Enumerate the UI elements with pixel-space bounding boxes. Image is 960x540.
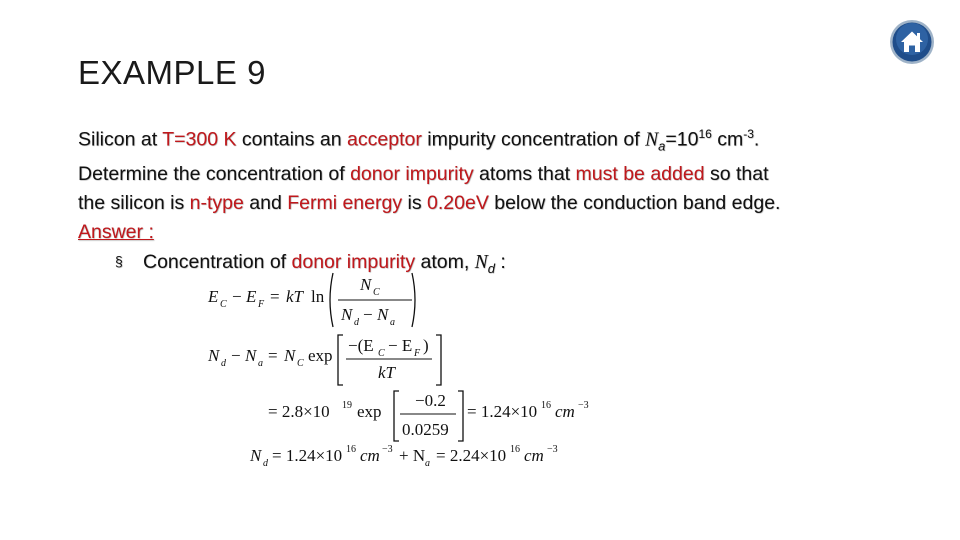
eq3-coef: = 2.8×10 <box>268 402 330 421</box>
eq4-lhs: N <box>250 446 262 465</box>
eq2-eq: = <box>268 346 278 365</box>
eq4-val-exp: 16 <box>346 444 356 455</box>
eq3-den: 0.0259 <box>402 420 449 439</box>
eq1-kt: kT <box>286 287 303 306</box>
eq1-lhs-sub: C <box>220 299 227 310</box>
eq3-result: = 1.24×10 <box>467 402 538 421</box>
eq4-result-exp: 16 <box>510 444 520 455</box>
home-icon <box>889 19 935 65</box>
eq2-num-sub2: F <box>414 348 421 359</box>
bullet-icon: § <box>115 253 123 270</box>
text: Concentration of <box>143 251 292 274</box>
answer-line <box>78 218 908 247</box>
eq1-den-b-sub: a <box>390 317 395 328</box>
added-term: must be added <box>575 163 705 186</box>
text: the silicon is <box>78 192 190 215</box>
eq1-den-minus: − <box>363 305 373 324</box>
nd-symbol: N <box>474 252 488 274</box>
eq2-minus: − <box>231 346 241 365</box>
text: atom, <box>415 251 475 274</box>
eq4-unit: cm <box>360 446 380 465</box>
na-sub: a <box>658 138 666 154</box>
unit: cm <box>711 128 744 151</box>
text: . <box>753 128 760 151</box>
temperature: T=300 K <box>162 128 237 151</box>
eq4-unit-exp: −3 <box>382 444 393 455</box>
na-value: =10 <box>665 128 699 151</box>
eq2-num: −(E <box>348 336 374 355</box>
eq1-ef: E <box>246 287 257 306</box>
answer-label: Answer : <box>78 221 154 244</box>
eq1-ln: ln <box>311 287 325 306</box>
acceptor-term: acceptor <box>347 128 422 151</box>
eq3-coef-exp: 19 <box>342 400 352 411</box>
eq2-num-end: ) <box>423 336 429 355</box>
equations-block <box>200 265 620 470</box>
na-symbol: N <box>645 129 659 151</box>
eq3-unit-exp: −3 <box>578 400 589 411</box>
home-button[interactable] <box>889 19 935 65</box>
unit-exp: -3 <box>743 127 754 141</box>
text: Silicon at <box>78 128 163 151</box>
eq2-exp: exp <box>308 346 333 365</box>
eq1-eq: = <box>270 287 280 306</box>
energy-value: 0.20eV <box>427 192 489 215</box>
text: contains an <box>236 128 348 151</box>
equation-2 <box>207 335 441 385</box>
equation-4 <box>249 444 558 469</box>
fermi-term: Fermi energy <box>287 192 403 215</box>
page-title: EXAMPLE 9 <box>78 54 266 91</box>
eq2-den: kT <box>378 363 395 382</box>
equations-svg <box>200 265 620 470</box>
eq2-lhs-b-sub: a <box>258 358 263 369</box>
eq1-num-sub: C <box>373 287 380 298</box>
donor-term: donor impurity <box>350 163 474 186</box>
eq1-den-a: N <box>341 305 353 324</box>
eq2-num-mid: − E <box>388 336 413 355</box>
eq4-plus-sub: a <box>425 458 430 469</box>
eq4-lhs-sub: d <box>263 458 268 469</box>
nd-sub: d <box>487 261 495 277</box>
eq2-lhs-a: N <box>208 346 220 365</box>
donor-term: donor impurity <box>291 251 416 274</box>
eq1-num: N <box>360 275 372 294</box>
na-exp: 16 <box>698 127 712 141</box>
eq4-unit2-exp: −3 <box>547 444 558 455</box>
eq4-unit2: cm <box>524 446 544 465</box>
eq4-plus: + N <box>399 446 426 465</box>
text: impurity concentration of <box>421 128 646 151</box>
eq3-unit: cm <box>555 402 575 421</box>
equation-1 <box>207 273 415 328</box>
eq2-rhs-n-sub: C <box>297 358 304 369</box>
eq3-exp: exp <box>357 402 382 421</box>
eq4-val: = 1.24×10 <box>272 446 343 465</box>
text: so that <box>704 163 769 186</box>
eq2-lhs-b: N <box>245 346 257 365</box>
eq1-den-a-sub: d <box>354 317 359 328</box>
problem-line-2 <box>78 160 908 189</box>
problem-statement <box>78 120 908 283</box>
eq1-minus: − <box>232 287 242 306</box>
equation-3 <box>268 391 589 441</box>
n-type-term: n-type <box>189 192 244 215</box>
text: and <box>243 192 288 215</box>
text: : <box>494 251 506 274</box>
eq2-num-sub1: C <box>378 348 385 359</box>
eq1-ef-sub: F <box>258 299 265 310</box>
problem-line-1 <box>78 120 908 160</box>
text: atoms that <box>473 163 576 186</box>
eq3-result-exp: 16 <box>541 400 551 411</box>
eq4-result: = 2.24×10 <box>436 446 507 465</box>
eq1-den-b: N <box>377 305 389 324</box>
problem-line-3 <box>78 189 908 218</box>
eq1-lhs: E <box>208 287 219 306</box>
eq2-lhs-a-sub: d <box>221 358 226 369</box>
text: is <box>402 192 428 215</box>
text: below the conduction band edge. <box>488 192 781 215</box>
eq2-rhs-n: N <box>284 346 296 365</box>
eq3-num: −0.2 <box>415 391 446 410</box>
text: Determine the concentration of <box>78 163 351 186</box>
